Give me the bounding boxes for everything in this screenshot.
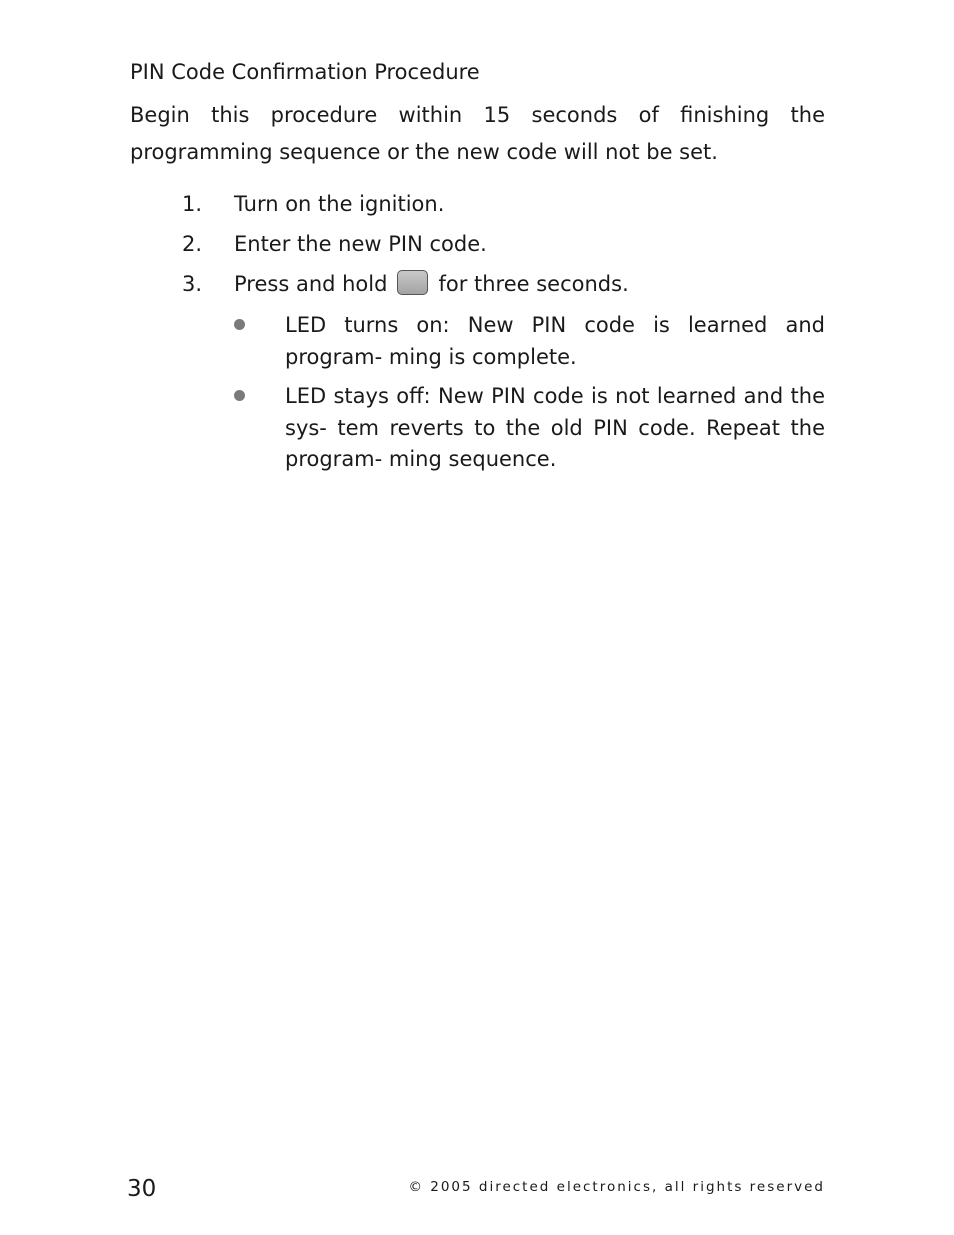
step-number: 3.	[182, 272, 203, 296]
footer-copyright: © 2005 directed electronics, all rights reserved	[408, 1179, 825, 1195]
bullet-dot-icon	[234, 319, 245, 330]
step-text-after: for three seconds.	[438, 272, 629, 296]
step-number: 1.	[182, 192, 203, 216]
intro-paragraph: Begin this procedure within 15 seconds of finishing the programming sequence or the new code will not be set.	[130, 103, 825, 164]
page-heading: PIN Code Confirmation Procedure	[130, 60, 480, 84]
remote-button-icon	[397, 270, 428, 295]
step-text: Turn on the ignition.	[234, 192, 445, 216]
page-number: 30	[127, 1176, 157, 1202]
step-text-before: Press and hold	[234, 272, 388, 296]
step-text	[234, 270, 629, 298]
bullet-text: LED stays off: New PIN code is not learned and the sys- tem reverts to the old PIN code. Repeat the program- ming sequence.	[285, 384, 825, 471]
step-number: 2.	[182, 232, 203, 256]
step-text: Enter the new PIN code.	[234, 232, 487, 256]
bullet-text: LED turns on: New PIN code is learned and program- ming is complete.	[285, 313, 825, 369]
bullet-dot-icon	[234, 390, 245, 401]
